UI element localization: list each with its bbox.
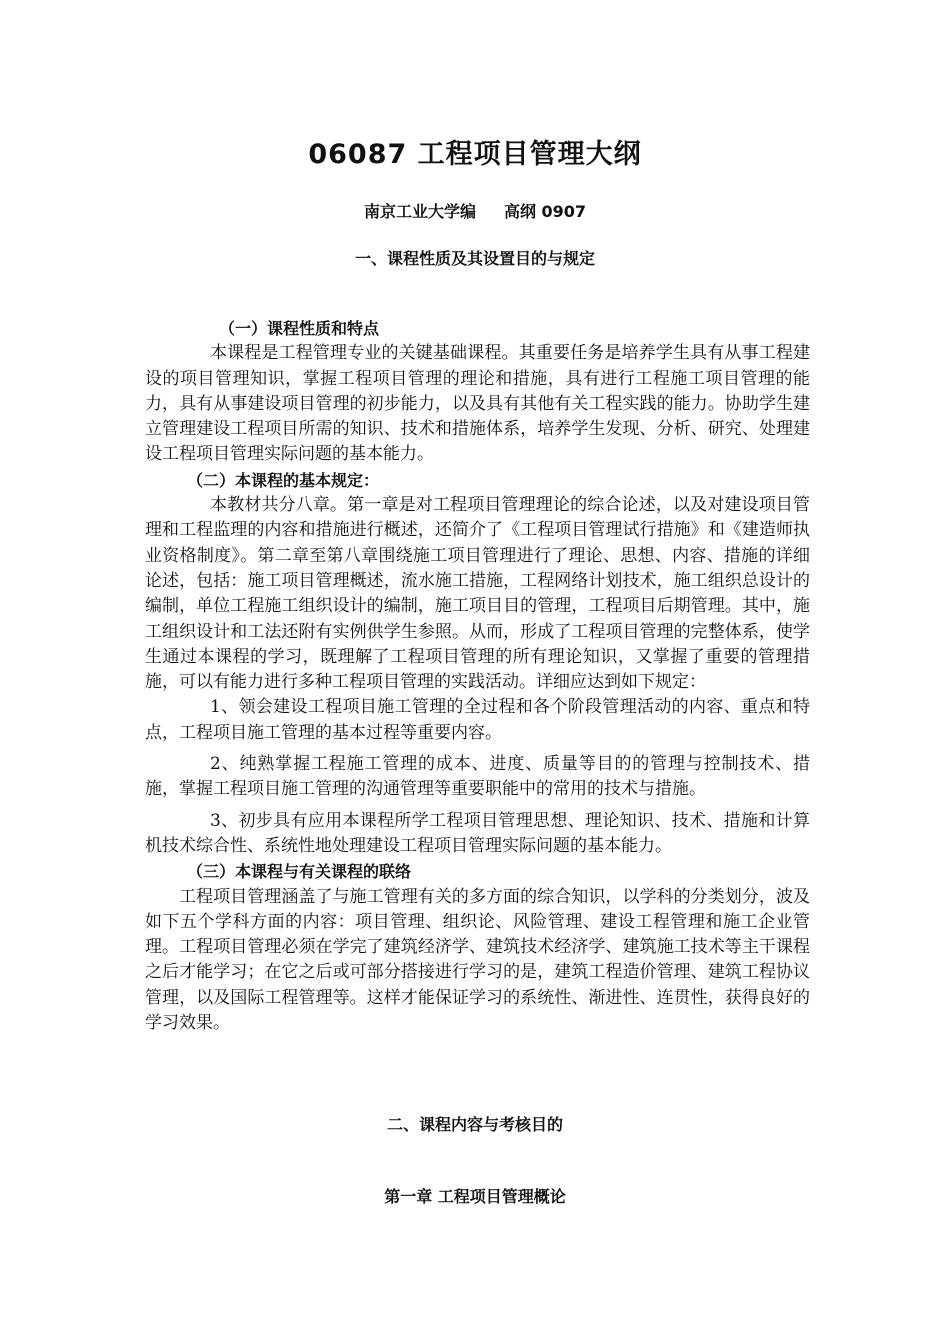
document-title: 06087 工程项目管理大纲 — [308, 139, 642, 170]
section1-body — [145, 316, 810, 1036]
part1-paragraph: 本课程是工程管理专业的关键基础课程。其重要任务是培养学生具有从事工程建设的项目管理知识，掌握工程项目管理的理论和措施，具有进行工程施工项目管理的能力，具有从事建设项目管理的初步能力，以及具有其他有关工程实践的能力。协助学生建立管理建设工程项目所需的知识、技术和措施体系，培养学生发现、分析、研究、处理建设工程项目管理实际问题的基本能力。 — [145, 343, 810, 465]
part2-item2: 2、纯熟掌握工程施工管理的成本、进度、质量等目的的管理与控制技术、措施，掌握工程项目施工管理的沟通管理等重要职能中的常用的技术与措施。 — [145, 754, 810, 800]
part2-item1: 1、领会建设工程项目施工管理的全过程和各个阶段管理活动的内容、重点和特点，工程项目施工管理的基本过程等重要内容。 — [145, 697, 810, 743]
chapter1-heading: 第一章 工程项目管理概论 — [384, 1187, 566, 1206]
document-subtitle — [0, 199, 950, 222]
part2-paragraph: 本教材共分八章。第一章是对工程项目管理理论的综合论述，以及对建设项目管理和工程监理的内容和措施进行概述，还简介了《工程项目管理试行措施》和《建造师执业资格制度》。第二章至第八章围绕施工项目管理进行了理论、思想、内容、措施的详细论述，包括：施工项目管理概述，流水施工措施，工程网络计划技术，施工组织总设计的编制，单位工程施工组织设计的编制，施工项目目的管理，工程项目后期管理。其中，施工组织设计和工法还附有实例供学生参照。从而，形成了工程项目管理的完整体系，使学生通过本课程的学习，既理解了工程项目管理的所有理论知识，又掌握了重要的管理措施，可以有能力进行多种工程项目管理的实践活动。详细应达到如下规定： — [145, 495, 810, 693]
subtitle-school: 南京工业大学编 — [363, 202, 476, 221]
part3-paragraph: 工程项目管理涵盖了与施工管理有关的多方面的综合知识，以学科的分类划分，波及如下五个学科方面的内容：项目管理、组织论、风险管理、建设工程管理和施工企业管理。工程项目管理必须在学完了建筑经济学、建筑技术经济学、建筑施工技术等主干课程之后才能学习；在它之后或可部分搭接进行学习的是，建筑工程造价管理、建筑工程协议管理，以及国际工程管理等。这样才能保证学习的系统性、渐进性、连贯性，获得良好的学习效果。 — [145, 886, 810, 1034]
part1-heading: （一）课程性质和特点 — [219, 319, 380, 338]
section1-heading: 一、课程性质及其设置目的与规定 — [354, 249, 595, 268]
subtitle-code: 高纲 0907 — [503, 202, 587, 221]
part3-heading: （三）本课程与有关课程的联络 — [187, 862, 412, 882]
part2-item3: 3、初步具有应用本课程所学工程项目管理思想、理论知识、技术、措施和计算机技术综合性、系统性地处理建设工程项目管理实际问题的基本能力。 — [145, 810, 810, 856]
part2-heading: （二）本课程的基本规定： — [187, 470, 380, 490]
section2-heading: 二、课程内容与考核目的 — [386, 1115, 563, 1134]
